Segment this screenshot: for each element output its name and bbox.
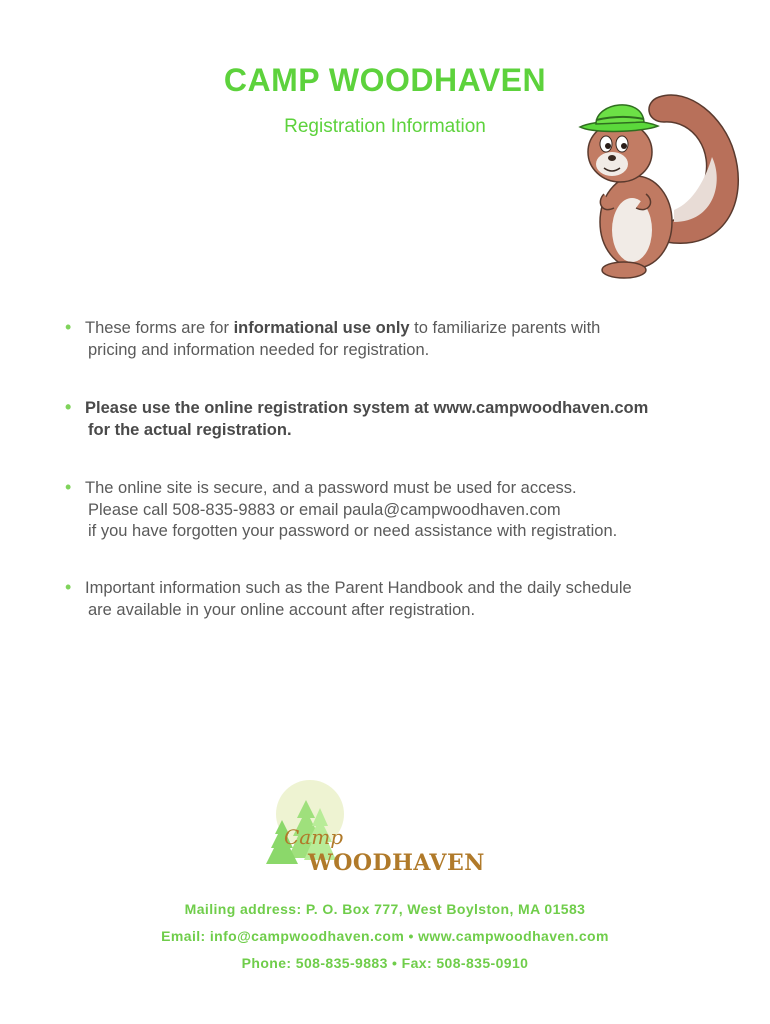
logo-script-text: Camp: [284, 825, 343, 849]
bullet-dot-icon: •: [65, 477, 72, 497]
bullet-text: The online site is secure, and a password must be used for access.: [85, 479, 577, 497]
bullet-text: are available in your online account after registration.: [88, 600, 476, 619]
bullet-text: Important information such as the Parent Handbook and the daily schedule: [85, 579, 632, 597]
camp-woodhaven-logo: [262, 778, 506, 878]
bullet-text: if you have forgotten your password or need assistance with registration.: [88, 522, 618, 540]
bullet-online-registration: [65, 398, 648, 441]
page-title: CAMP WOODHAVEN: [223, 62, 547, 98]
bullet-text: for the actual registration.: [88, 420, 292, 439]
bullet-text: Please use the online registration system at www.campwoodhaven.com: [85, 399, 649, 417]
page-subtitle: Registration Information: [284, 116, 486, 137]
phone-fax: Phone: 508-835-9883 • Fax: 508-835-0910: [241, 955, 529, 971]
bullet-emphasis: informational use only: [233, 319, 410, 337]
bullet-informational-use: [65, 318, 600, 361]
bullet-dot-icon: •: [65, 577, 72, 597]
bullet-text: to familiarize parents with: [409, 319, 601, 337]
bullet-secure-site: [65, 478, 617, 543]
bullet-text: These forms are for: [85, 319, 234, 337]
bullet-dot-icon: •: [65, 317, 72, 337]
mailing-address: Mailing address: P. O. Box 777, West Boylston, MA 01583: [184, 901, 586, 917]
bullet-text: pricing and information needed for registration.: [88, 340, 430, 359]
bullet-text: Please call 508-835-9883 or email paula@campwoodhaven.com: [88, 500, 561, 519]
bullet-important-info: [65, 578, 632, 621]
squirrel-mascot-illustration: [574, 82, 744, 282]
email-website: Email: info@campwoodhaven.com • www.campwoodhaven.com: [161, 928, 609, 944]
logo-name-text: WOODHAVEN: [308, 850, 485, 876]
bullet-dot-icon: •: [65, 397, 72, 417]
contact-footer: [0, 896, 770, 977]
